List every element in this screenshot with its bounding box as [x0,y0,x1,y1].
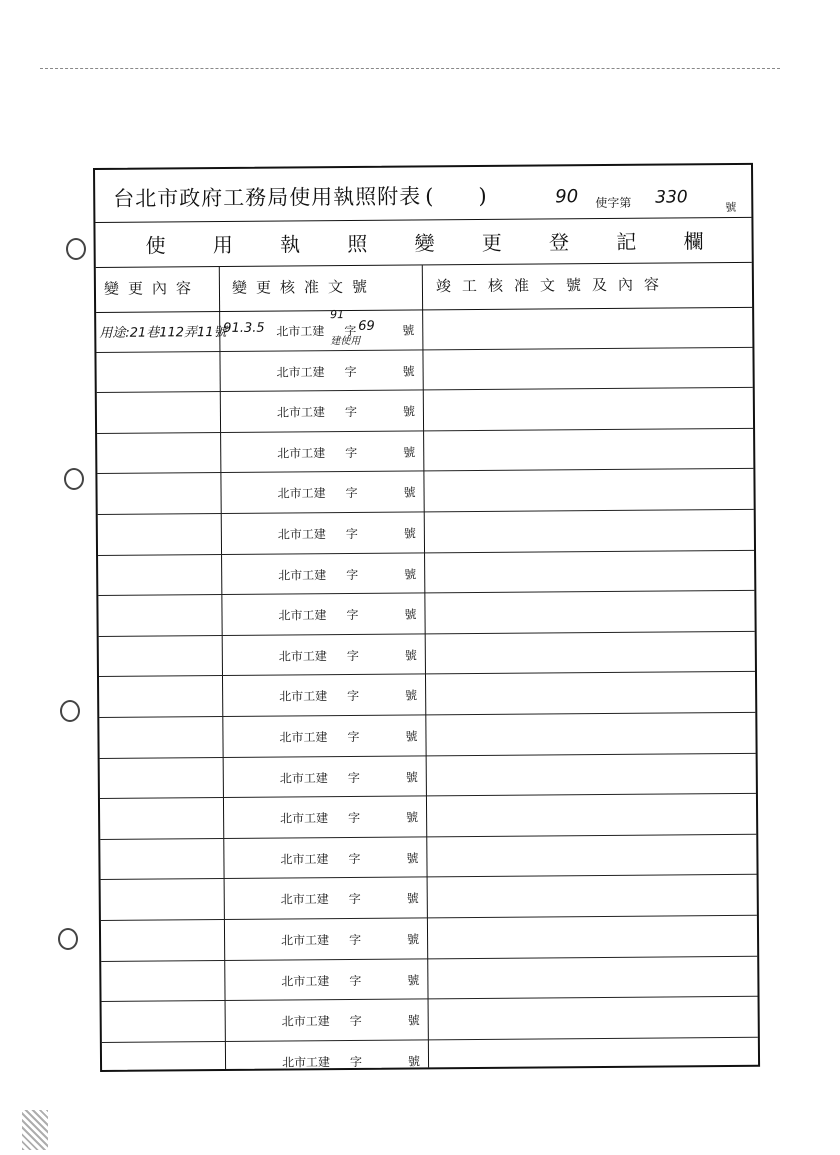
doc-zi-label: 字 [346,648,359,663]
doc-hao-label: 號 [402,323,415,338]
doc-hao-label: 號 [407,932,420,947]
doc-prefix-label: 北市工建 [276,364,325,380]
doc-zi-label: 字 [344,323,357,339]
doc-prefix-label: 北市工建 [276,405,325,420]
doc-prefix-label: 北市工建 [278,648,327,664]
doc-hao-label: 號 [405,769,418,785]
doc-prefix-label: 北市工建 [280,851,329,867]
doc-zi-label: 字 [349,932,362,947]
license-annex-form [93,163,760,1072]
doc-zi-label: 字 [349,973,362,988]
doc-prefix-label: 北市工建 [277,486,326,501]
doc-zi-label: 字 [348,892,361,907]
doc-zi-label: 字 [346,567,359,582]
title-paren: ( ) [425,183,488,209]
doc-hao-label: 號 [407,1054,421,1069]
doc-zi-label: 字 [349,1054,363,1069]
table-row [102,997,758,1043]
doc-hao-label: 號 [402,404,415,419]
table-row [101,956,757,1002]
table-row [98,591,754,637]
title-row [95,165,751,223]
table-row [97,429,753,475]
doc-prefix-label: 北市工建 [280,892,329,907]
table-row [100,794,756,840]
doc-zi-label: 字 [347,689,360,704]
doc-prefix-label: 北市工建 [276,324,325,339]
doc-hao-label: 號 [403,485,416,500]
doc-zi-label: 字 [345,486,358,501]
doc-hao-label: 號 [404,648,417,663]
table-row [102,1037,758,1082]
table-row [99,632,755,678]
table-row [101,875,757,921]
doc-note: 建使用 [330,335,361,348]
table-row [99,672,755,718]
doc-zi-label: 字 [348,811,361,826]
doc-zi-label: 字 [345,445,358,460]
doc-hao-label: 號 [405,729,418,744]
table-row [98,550,754,596]
form-title: 台北市政府工務局使用執照附表 ( ) [113,180,488,213]
doc-hao-label: 號 [407,1013,420,1028]
doc-number: 69 [358,318,375,334]
table-row [100,835,756,881]
doc-year-mark: 91 [330,308,345,322]
doc-zi-label: 字 [344,405,357,420]
doc-prefix-label: 北市工建 [278,608,327,623]
section-char: 使 [145,233,166,258]
punch-hole [64,468,84,490]
doc-prefix-label: 北市工建 [281,1014,330,1029]
doc-prefix-label: 北市工建 [281,1054,331,1070]
doc-prefix-label: 北市工建 [277,527,326,542]
doc-prefix-label: 北市工建 [279,770,328,786]
doc-prefix-label: 北市工建 [281,933,330,948]
table-row [98,510,754,556]
section-char: 記 [616,229,637,254]
scan-artifact-line [40,68,780,69]
doc-zi-label: 字 [344,364,357,379]
doc-hao-label: 號 [406,891,419,906]
section-char: 更 [481,230,502,255]
punch-hole [66,238,86,260]
license-year: 90 [555,186,579,208]
scan-corner-artifact [22,1110,48,1150]
section-heading [95,217,751,268]
doc-zi-label: 字 [347,729,360,744]
table-row [99,713,755,759]
table-row [97,388,753,434]
doc-prefix-label: 北市工建 [277,445,326,461]
license-zi-label: 使字第 [595,195,632,211]
doc-prefix-label: 北市工建 [280,811,329,826]
header-approval-doc-no: 變更核准文號 [231,277,377,297]
doc-prefix-label: 北市工建 [279,689,328,704]
doc-zi-label: 字 [348,851,361,866]
doc-zi-label: 字 [345,526,358,541]
section-char: 照 [347,231,368,257]
doc-hao-label: 號 [404,567,417,582]
table-row [100,753,756,799]
doc-hao-label: 號 [406,851,419,866]
header-completion-doc: 竣工核准文號及內容 [435,275,671,296]
doc-zi-label: 字 [346,608,359,623]
doc-zi-label: 字 [349,1014,362,1029]
table-row [101,916,757,962]
table-row [96,347,752,393]
header-change-content: 變更內容 [103,279,201,298]
doc-hao-label: 號 [402,364,415,379]
license-number: 330 [655,187,688,208]
section-char: 變 [414,231,435,256]
doc-hao-label: 號 [403,526,416,541]
doc-prefix-label: 北市工建 [281,973,330,989]
section-char: 欄 [683,229,704,254]
table-row [96,307,752,353]
change-content-cell: 用途:21巷112弄11號 [99,324,227,341]
doc-prefix-label: 北市工建 [278,567,327,583]
license-hao-label: 號 [725,200,737,215]
punch-hole [58,928,78,950]
table-row [97,469,753,515]
section-char: 登 [549,230,570,255]
doc-hao-label: 號 [406,810,419,825]
section-char: 用 [212,232,233,258]
doc-hao-label: 號 [405,688,418,703]
doc-prefix-label: 北市工建 [279,730,328,745]
doc-hao-label: 號 [403,445,416,460]
punch-hole [60,700,80,722]
section-char: 執 [280,232,301,257]
record-rows [96,307,758,1082]
approval-date: 91.3.5 [223,320,265,336]
doc-hao-label: 號 [404,607,417,622]
doc-zi-label: 字 [347,770,360,785]
doc-hao-label: 號 [407,972,420,988]
